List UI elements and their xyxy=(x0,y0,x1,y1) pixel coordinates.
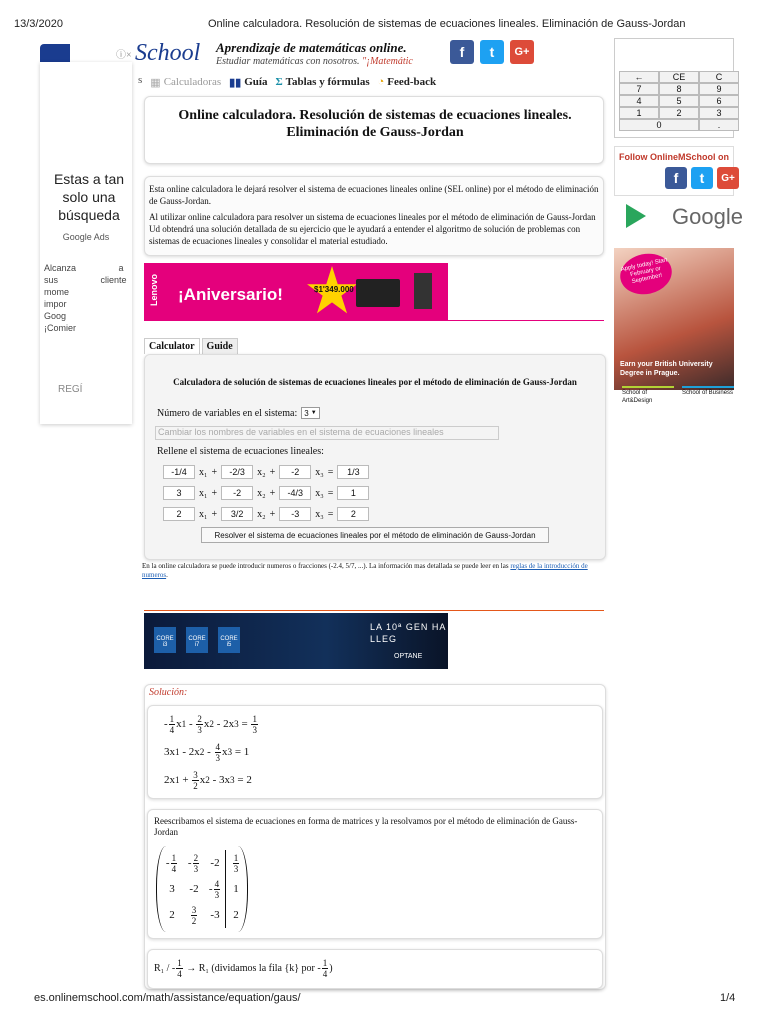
calculator-tabs xyxy=(144,338,238,354)
matrix-cell: $\frac{1}{3}$ xyxy=(233,852,239,874)
key-8[interactable]: 8 xyxy=(659,83,699,95)
ad-headline: Estas a tan solo una búsqueda xyxy=(53,171,125,223)
coef-2-1[interactable]: 3 xyxy=(163,486,195,500)
vars-label: Número de variables en el sistema: xyxy=(157,407,298,419)
fill-label: Rellene el sistema de ecuaciones lineales: xyxy=(157,446,324,457)
intel-banner-text: LA 10ª GEN HA LLEG xyxy=(370,622,446,644)
lenovo-banner[interactable] xyxy=(144,263,448,321)
key-c[interactable]: C xyxy=(699,71,739,83)
input-note: En la online calculadora se puede introducir numeros o fracciones (-2.4, 5/7, ...). La información mas detallada se puede leer en las reglas de la introducción de numeros. xyxy=(142,562,588,579)
chip-i3: CORE i3 xyxy=(154,627,176,653)
print-page: 1/4 xyxy=(720,992,736,1004)
key-7[interactable]: 7 xyxy=(619,83,659,95)
print-title: Online calculadora. Resolución de sistemas de ecuaciones lineales. Eliminación de Gauss-Jordan xyxy=(208,18,686,30)
title-panel xyxy=(144,96,604,164)
nav-tables[interactable]: Σ Tablas y fórmulas xyxy=(275,76,370,88)
rename-vars-input[interactable]: Cambiar los nombres de variables en el sistema de ecuaciones lineales xyxy=(155,426,499,440)
tab-calculator[interactable]: Calculator xyxy=(144,338,200,354)
nav-calculators[interactable]: ▦ Calculadoras xyxy=(150,76,222,89)
sigma-icon: Σ xyxy=(275,76,283,88)
matrix-cell: - $\frac{2}{3}$ xyxy=(187,852,199,874)
matrix-cell: 1 xyxy=(233,883,239,895)
coef-1-3[interactable]: -2 xyxy=(279,465,311,479)
intro-paragraph-1: Esta online calculadora le dejará resolver el sistema de ecuaciones lineales online (SEL online) por el método de eliminación de Gauss-Jordan. xyxy=(149,184,599,206)
page-title-line2: Eliminación de Gauss-Jordan xyxy=(286,125,464,140)
matrix-cell: - $\frac{1}{4}$ xyxy=(165,852,177,874)
banner-text: ¡Aniversario! xyxy=(178,285,283,304)
matrix-panel xyxy=(147,809,603,939)
coef-1-2[interactable]: -2/3 xyxy=(221,465,253,479)
follow-text: Follow OnlineMSchool on xyxy=(619,152,729,162)
social-bar xyxy=(450,40,534,64)
coef-2-3[interactable]: -4/3 xyxy=(279,486,311,500)
matrix-cell: 3 xyxy=(169,883,175,895)
equation-row-1: -1/4 x₁ + -2/3 x₂ + -2 x₃ = 1/3 xyxy=(163,463,369,481)
rhs-3[interactable]: 2 xyxy=(337,507,369,521)
rewrite-text: Reescribamos el sistema de ecuaciones en forma de matrices y la resolvamos por el método de eliminación de Gauss-Jordan xyxy=(154,816,578,837)
note-link[interactable]: reglas de la introducción de numeros xyxy=(142,562,588,579)
equation-row-2: 3 x₁ + -2 x₂ + -4/3 x₃ = 1 xyxy=(163,484,369,502)
intel-banner[interactable] xyxy=(144,613,448,669)
coef-3-3[interactable]: -3 xyxy=(279,507,311,521)
key-1[interactable]: 1 xyxy=(619,107,659,119)
dropdown-icon: ▼ xyxy=(310,410,317,416)
equation-row-3: 2 x₁ + 3/2 x₂ + -3 x₃ = 2 xyxy=(163,505,369,523)
matrix-cell: - 2 xyxy=(210,857,220,869)
system-eq-3: 2 x 1 + $\frac{3}{2}$ x 2 - 3 x 3 = 2 xyxy=(164,769,252,791)
solution-panel xyxy=(144,684,606,990)
matrix-cell: 2 xyxy=(233,909,239,921)
school-business: School of Business xyxy=(682,386,734,408)
school-logos xyxy=(622,386,734,408)
chip-i5: CORE i5 xyxy=(218,627,240,653)
apply-badge: Apply today! Start February or September! xyxy=(616,249,675,299)
ad-cta[interactable]: REGÍ xyxy=(58,384,83,395)
print-date: 13/3/2020 xyxy=(14,18,63,30)
laptop-icon xyxy=(356,279,400,307)
banner-price: $1'349.000 xyxy=(314,285,354,294)
school-art: School of Art&Design xyxy=(622,386,674,408)
slogan-link[interactable]: "¡Matemátic xyxy=(362,56,413,67)
right-ad-image[interactable] xyxy=(614,248,734,390)
key-3[interactable]: 3 xyxy=(699,107,739,119)
print-footer xyxy=(0,990,768,1010)
play-icon xyxy=(626,204,646,228)
main-nav xyxy=(138,74,468,90)
matrix-cell: $\frac{3}{2}$ xyxy=(191,904,197,926)
coef-3-1[interactable]: 2 xyxy=(163,507,195,521)
nav-overflow: s xyxy=(138,74,143,86)
coef-1-1[interactable]: -1/4 xyxy=(163,465,195,479)
key-4[interactable]: 4 xyxy=(619,95,659,107)
rhs-1[interactable]: 1/3 xyxy=(337,465,369,479)
matrix-cell: - $\frac{4}{3}$ xyxy=(208,878,220,900)
logo-text: School xyxy=(135,40,201,66)
ad-source: Google Ads xyxy=(62,232,110,242)
desktop-icon xyxy=(414,273,432,309)
intel-banner-frame xyxy=(144,610,604,670)
twitter-icon[interactable]: t xyxy=(480,40,504,64)
books-icon: ▮▮ xyxy=(229,76,242,89)
optane-label: OPTANE xyxy=(394,653,423,660)
google-play-badge[interactable] xyxy=(614,200,743,240)
slogan-sub: Estudiar matemáticas con nosotros. xyxy=(216,56,360,67)
lenovo-banner-frame xyxy=(144,263,604,321)
key-6[interactable]: 6 xyxy=(699,95,739,107)
slogan-title: Aprendizaje de matemáticas online. xyxy=(216,40,407,55)
solution-system xyxy=(147,705,603,799)
matrix-cell: - 3 xyxy=(210,909,220,921)
follow-google-icon[interactable]: G+ xyxy=(717,167,739,189)
slogan xyxy=(216,40,438,70)
left-ad[interactable] xyxy=(40,62,132,424)
chip-i7: CORE i7 xyxy=(186,627,208,653)
vars-select[interactable]: 3 ▼ xyxy=(301,407,319,419)
keypad-calculator xyxy=(614,38,734,138)
coef-2-2[interactable]: -2 xyxy=(221,486,253,500)
coef-3-2[interactable]: 3/2 xyxy=(221,507,253,521)
follow-box xyxy=(614,146,734,196)
page-title-line1: Online calculadora. Resolución de sistemas de ecuaciones lineales. xyxy=(178,108,572,123)
augmented-matrix xyxy=(156,846,248,932)
intro-paragraph-2: Al utilizar online calculadora para resolver un sistema de ecuaciones lineales por el método de eliminación de Gauss-Jordan Ud obtendrá una solución detallada de su ejercicio que le ayudará a entender el algoritmo de solución de problemas con sistemas de ecuaciones lineales y consolidar el material estudiado. xyxy=(149,212,596,246)
step-1-label: R₁ / - $\frac{1}{4}$ → R₁ (dividamos la fila {k} por - $\frac{1}{4}$ ) xyxy=(154,957,333,979)
print-header xyxy=(0,0,768,40)
key-back[interactable]: ← xyxy=(619,71,659,83)
matrix-divider xyxy=(225,850,226,928)
ad-caption: Earn your British University Degree in Prague. xyxy=(620,361,713,377)
nav-feedback[interactable]: ◔ Feed-back xyxy=(377,76,437,88)
rhs-2[interactable]: 1 xyxy=(337,486,369,500)
banner-brand: Lenovo xyxy=(149,274,159,307)
step-panel xyxy=(147,949,603,989)
solution-label: Solución: xyxy=(149,687,188,698)
ad-body: Alcanza a sus cliente mome impor Goog ¡Comier xyxy=(44,263,127,333)
print-url: es.onlinemschool.com/math/assistance/equation/gaus/ xyxy=(34,992,301,1004)
system-eq-2: 3 x 1 - 2 x 2 - $\frac{4}{3}$ x 3 = 1 xyxy=(164,741,250,763)
ad-choice-icon: ⓘ× xyxy=(116,50,132,61)
key-0[interactable]: 0 xyxy=(619,119,699,131)
tab-guide[interactable]: Guide xyxy=(202,338,238,354)
matrix-cell: 2 xyxy=(169,909,175,921)
google-plus-icon[interactable]: G+ xyxy=(510,40,534,64)
key-5[interactable]: 5 xyxy=(659,95,699,107)
grid-icon: ▦ xyxy=(150,76,161,89)
calculator-heading: Calculadora de solución de sistemas de ecuaciones lineales por el método de eliminación de Gauss-Jordan xyxy=(173,377,577,387)
system-eq-1: - $\frac{1}{4}$ x 1 - $\frac{2}{3}$ x 2 - 2 x 3 = $\frac{1}{3}$ xyxy=(164,713,257,735)
key-9[interactable]: 9 xyxy=(699,83,739,95)
google-text: Google xyxy=(672,204,743,229)
matrix-cell: - 2 xyxy=(189,883,199,895)
facebook-icon[interactable]: f xyxy=(450,40,474,64)
calculator-panel xyxy=(144,354,606,560)
key-2[interactable]: 2 xyxy=(659,107,699,119)
chat-icon: ◔ xyxy=(377,76,385,88)
solve-button[interactable]: Resolver el sistema de ecuaciones lineales por el método de eliminación de Gauss-Jordan xyxy=(201,527,549,543)
follow-twitter-icon[interactable]: t xyxy=(691,167,713,189)
key-dot[interactable]: . xyxy=(699,119,739,131)
note-text: En la online calculadora se puede introducir numeros o fracciones (-2.4, 5/7, ...). La información mas detallada se puede leer en las xyxy=(142,562,509,570)
intro-panel xyxy=(144,176,604,256)
nav-guide[interactable]: ▮▮ Guía xyxy=(229,76,268,89)
follow-facebook-icon[interactable]: f xyxy=(665,167,687,189)
key-ce[interactable]: CE xyxy=(659,71,699,83)
